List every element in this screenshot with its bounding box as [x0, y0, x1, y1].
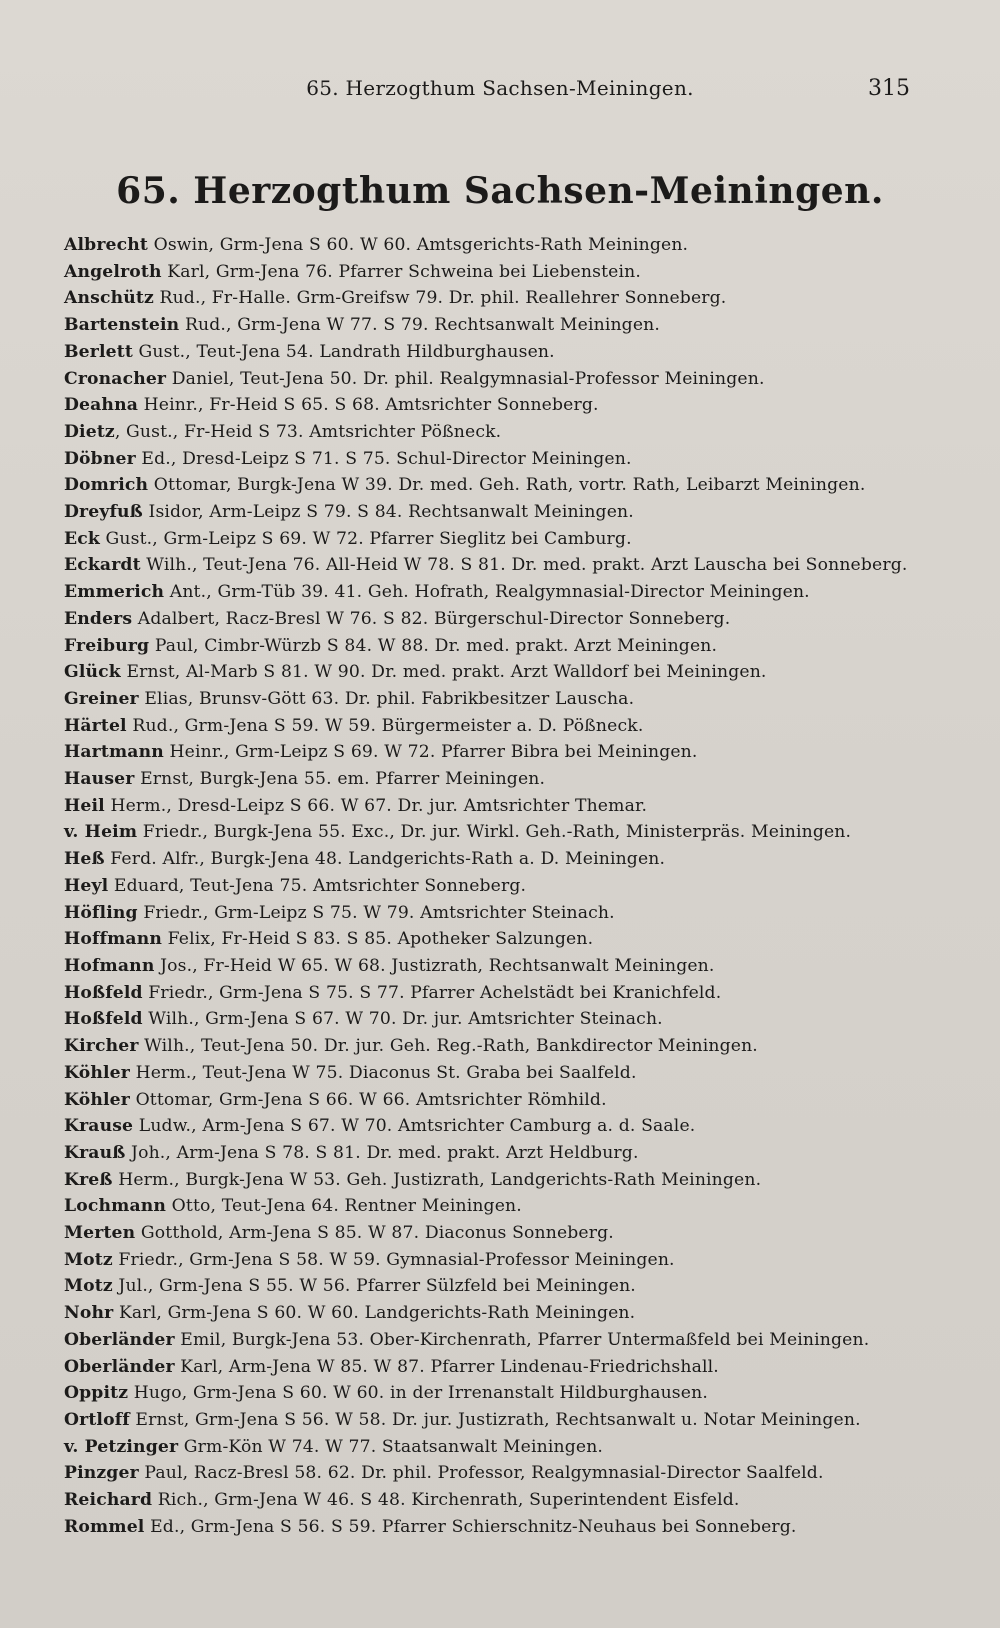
entry-details: Herm., Teut-Jena W 75. Diaconus St. Graba bei Saalfeld.	[129, 1062, 637, 1083]
list-item	[64, 819, 944, 846]
entry-details: Paul, Cimbr-Würzb S 84. W 88. Dr. med. prakt. Arzt Meiningen.	[149, 635, 718, 656]
entry-surname: Lochmann	[64, 1196, 167, 1217]
entry-surname: Greiner	[64, 688, 139, 709]
entry-surname: Kreß	[64, 1169, 113, 1190]
entry-details: Felix, Fr-Heid S 83. S 85. Apotheker Salzungen.	[162, 929, 594, 950]
entry-surname: v. Heim	[64, 822, 138, 843]
list-item	[64, 1487, 944, 1514]
entry-surname: Pinzger	[64, 1463, 139, 1484]
list-item	[64, 339, 944, 366]
entry-details: Jul., Grm-Jena S 55. W 56. Pfarrer Sülzfeld bei Meiningen.	[112, 1276, 636, 1297]
entry-details: Rud., Fr-Halle. Grm-Greifsw 79. Dr. phil. Reallehrer Sonneberg.	[153, 288, 727, 309]
list-item	[64, 1140, 944, 1167]
entry-details: Otto, Teut-Jena 64. Rentner Meiningen.	[166, 1196, 522, 1217]
entry-details: Hugo, Grm-Jena S 60. W 60. in der Irrenanstalt Hildburghausen.	[128, 1383, 708, 1404]
list-item	[64, 633, 944, 660]
entry-surname: Köhler	[64, 1062, 130, 1083]
entry-details: Grm-Kön W 74. W 77. Staatsanwalt Meiningen.	[178, 1436, 604, 1457]
list-item	[64, 366, 944, 393]
list-item	[64, 846, 944, 873]
entry-surname: Hoffmann	[64, 929, 163, 950]
entry-surname: Kircher	[64, 1036, 139, 1057]
entry-details: Wilh., Teut-Jena 50. Dr. jur. Geh. Reg.-Rath, Bankdirector Meiningen.	[138, 1036, 758, 1057]
entry-surname: Oberländer	[64, 1356, 175, 1377]
page-number: 315	[868, 76, 910, 101]
list-item	[64, 446, 944, 473]
list-item	[64, 526, 944, 553]
entry-details: Friedr., Grm-Leipz S 75. W 79. Amtsrichter Steinach.	[137, 902, 615, 923]
entry-surname: Hauser	[64, 769, 135, 790]
entry-surname: Nohr	[64, 1303, 114, 1324]
list-item	[64, 312, 944, 339]
entry-details: Wilh., Teut-Jena 76. All-Heid W 78. S 81. Dr. med. prakt. Arzt Lauscha bei Sonneberg.	[140, 555, 908, 576]
entry-details: Friedr., Grm-Jena S 75. S 77. Pfarrer Achelstädt bei Kranichfeld.	[142, 982, 722, 1003]
entry-details: Adalbert, Racz-Bresl W 76. S 82. Bürgerschul-Director Sonneberg.	[132, 608, 731, 629]
entry-surname: Oberländer	[64, 1329, 175, 1350]
entry-surname: Freiburg	[64, 635, 150, 656]
entry-surname: Glück	[64, 662, 121, 683]
entry-details: Gotthold, Arm-Jena S 85. W 87. Diaconus Sonneberg.	[135, 1223, 614, 1244]
entry-details: Heinr., Grm-Leipz S 69. W 72. Pfarrer Bibra bei Meiningen.	[163, 742, 698, 763]
list-item	[64, 1354, 944, 1381]
entry-surname: Motz	[64, 1276, 113, 1297]
entry-details: Ludw., Arm-Jena S 67. W 70. Amtsrichter Camburg a. d. Saale.	[133, 1116, 696, 1137]
entry-details: Isidor, Arm-Leipz S 79. S 84. Rechtsanwalt Meiningen.	[142, 502, 634, 523]
entry-details: Ernst, Al-Marb S 81. W 90. Dr. med. prakt. Arzt Walldorf bei Meiningen.	[120, 662, 767, 683]
running-title: 65. Herzogthum Sachsen-Meiningen.	[306, 76, 694, 100]
entry-surname: Hoßfeld	[64, 1009, 143, 1030]
entry-surname: Anschütz	[64, 288, 154, 309]
entry-surname: Krauß	[64, 1142, 126, 1163]
list-item	[64, 232, 944, 259]
entry-details: Elias, Brunsv-Gött 63. Dr. phil. Fabrikbesitzer Lauscha.	[138, 688, 635, 709]
entry-surname: Domrich	[64, 475, 149, 496]
list-item	[64, 419, 944, 446]
entry-surname: Cronacher	[64, 368, 167, 389]
list-item	[64, 472, 944, 499]
entry-surname: Reichard	[64, 1490, 153, 1511]
entry-surname: Bartenstein	[64, 315, 180, 336]
list-item	[64, 873, 944, 900]
entry-details: Emil, Burgk-Jena 53. Ober-Kirchenrath, Pfarrer Untermaßfeld bei Meiningen.	[174, 1329, 870, 1350]
list-item	[64, 259, 944, 286]
entry-details: Ottomar, Burgk-Jena W 39. Dr. med. Geh. Rath, vortr. Rath, Leibarzt Meiningen.	[148, 475, 866, 496]
entry-surname: Hoßfeld	[64, 982, 143, 1003]
entry-surname: v. Petzinger	[64, 1436, 179, 1457]
list-item	[64, 686, 944, 713]
entry-details: Herm., Burgk-Jena W 53. Geh. Justizrath, Landgerichts-Rath Meiningen.	[112, 1169, 762, 1190]
list-item	[64, 1247, 944, 1274]
entry-surname: Rommel	[64, 1516, 145, 1537]
list-item	[64, 1460, 944, 1487]
entry-details: Karl, Grm-Jena 76. Pfarrer Schweina bei Liebenstein.	[161, 261, 641, 282]
entry-surname: Heß	[64, 849, 105, 870]
entry-surname: Dreyfuß	[64, 502, 143, 523]
list-item	[64, 499, 944, 526]
entry-surname: Heyl	[64, 875, 109, 896]
entry-details: Friedr., Burgk-Jena 55. Exc., Dr. jur. Wirkl. Geh.-Rath, Ministerpräs. Meiningen.	[137, 822, 852, 843]
list-item	[64, 1327, 944, 1354]
list-item	[64, 1087, 944, 1114]
entry-details: Oswin, Grm-Jena S 60. W 60. Amtsgerichts-Rath Meiningen.	[147, 235, 689, 255]
list-item	[64, 1273, 944, 1300]
entry-details: Ottomar, Grm-Jena S 66. W 66. Amtsrichter Römhild.	[129, 1089, 607, 1110]
entry-details: Jos., Fr-Heid W 65. W 68. Justizrath, Rechtsanwalt Meiningen.	[154, 955, 715, 976]
entry-details: Herm., Dresd-Leipz S 66. W 67. Dr. jur. Amtsrichter Themar.	[104, 795, 648, 816]
entry-details: Wilh., Grm-Jena S 67. W 70. Dr. jur. Amtsrichter Steinach.	[142, 1009, 663, 1030]
entry-details: Rud., Grm-Jena S 59. W 59. Bürgermeister a. D. Pößneck.	[126, 715, 644, 736]
entry-surname: Eckardt	[64, 555, 141, 576]
list-item	[64, 713, 944, 740]
entry-surname: Eck	[64, 528, 100, 549]
entry-details: Ed., Grm-Jena S 56. S 59. Pfarrer Schierschnitz-Neuhaus bei Sonneberg.	[144, 1516, 797, 1537]
entry-surname: Enders	[64, 608, 133, 629]
entry-surname: Angelroth	[64, 261, 162, 282]
entry-details: Gust., Teut-Jena 54. Landrath Hildburghausen.	[132, 341, 555, 362]
list-item	[64, 1380, 944, 1407]
entry-details: Karl, Grm-Jena S 60. W 60. Landgerichts-Rath Meiningen.	[113, 1303, 636, 1324]
entry-list	[64, 232, 944, 1540]
running-head	[0, 76, 1000, 106]
list-item	[64, 606, 944, 633]
entry-details: Ferd. Alfr., Burgk-Jena 48. Landgerichts-Rath a. D. Meiningen.	[104, 849, 666, 870]
entry-details: Daniel, Teut-Jena 50. Dr. phil. Realgymnasial-Professor Meiningen.	[166, 368, 765, 389]
list-item	[64, 1300, 944, 1327]
list-item	[64, 1033, 944, 1060]
entry-surname: Motz	[64, 1249, 113, 1270]
entry-surname: Albrecht	[64, 235, 148, 255]
entry-surname: Härtel	[64, 715, 127, 736]
entry-surname: Emmerich	[64, 582, 165, 603]
entry-surname: Berlett	[64, 341, 133, 362]
entry-details: Friedr., Grm-Jena S 58. W 59. Gymnasial-Professor Meiningen.	[112, 1249, 675, 1270]
chapter-heading: 65. Herzogthum Sachsen-Meiningen.	[116, 170, 884, 212]
list-item	[64, 579, 944, 606]
entry-details: Gust., Grm-Leipz S 69. W 72. Pfarrer Sieglitz bei Camburg.	[99, 528, 632, 549]
list-item	[64, 766, 944, 793]
entry-surname: Deahna	[64, 395, 139, 416]
entry-details: Ed., Dresd-Leipz S 71. S 75. Schul-Director Meiningen.	[135, 448, 632, 469]
list-item	[64, 739, 944, 766]
list-item	[64, 1434, 944, 1461]
list-item	[64, 1193, 944, 1220]
entry-details: Ernst, Burgk-Jena 55. em. Pfarrer Meiningen.	[134, 769, 546, 790]
list-item	[64, 1167, 944, 1194]
entry-surname: Ortloff	[64, 1409, 130, 1430]
list-item	[64, 1220, 944, 1247]
entry-surname: Heil	[64, 795, 105, 816]
list-item	[64, 1514, 944, 1541]
entry-surname: Döbner	[64, 448, 136, 469]
entry-surname: Merten	[64, 1223, 136, 1244]
entry-surname: Krause	[64, 1116, 134, 1137]
list-item	[64, 953, 944, 980]
list-item	[64, 926, 944, 953]
entry-surname: Hofmann	[64, 955, 155, 976]
entry-details: Paul, Racz-Bresl 58. 62. Dr. phil. Professor, Realgymnasial-Director Saalfeld.	[138, 1463, 824, 1484]
entry-details: Rich., Grm-Jena W 46. S 48. Kirchenrath, Superintendent Eisfeld.	[152, 1490, 740, 1511]
entry-details: Joh., Arm-Jena S 78. S 81. Dr. med. prakt. Arzt Heldburg.	[125, 1142, 639, 1163]
list-item	[64, 552, 944, 579]
entry-surname: Dietz	[64, 421, 115, 442]
entry-surname: Höfling	[64, 902, 138, 923]
entry-details: Eduard, Teut-Jena 75. Amtsrichter Sonneberg.	[108, 875, 527, 896]
entry-details: , Gust., Fr-Heid S 73. Amtsrichter Pößneck.	[114, 421, 502, 442]
list-item	[64, 980, 944, 1007]
list-item	[64, 900, 944, 927]
entry-surname: Oppitz	[64, 1383, 129, 1404]
list-item	[64, 793, 944, 820]
entry-surname: Köhler	[64, 1089, 130, 1110]
entry-details: Rud., Grm-Jena W 77. S 79. Rechtsanwalt Meiningen.	[179, 315, 660, 336]
list-item	[64, 659, 944, 686]
entry-details: Heinr., Fr-Heid S 65. S 68. Amtsrichter Sonneberg.	[138, 395, 599, 416]
list-item	[64, 1060, 944, 1087]
list-item	[64, 392, 944, 419]
list-item	[64, 1113, 944, 1140]
list-item	[64, 285, 944, 312]
entry-details: Karl, Arm-Jena W 85. W 87. Pfarrer Lindenau-Friedrichshall.	[174, 1356, 719, 1377]
entry-details: Ant., Grm-Tüb 39. 41. Geh. Hofrath, Realgymnasial-Director Meiningen.	[164, 582, 810, 603]
list-item	[64, 1006, 944, 1033]
entry-surname: Hartmann	[64, 742, 164, 763]
list-item	[64, 1407, 944, 1434]
entry-details: Ernst, Grm-Jena S 56. W 58. Dr. jur. Justizrath, Rechtsanwalt u. Notar Meiningen.	[129, 1409, 861, 1430]
